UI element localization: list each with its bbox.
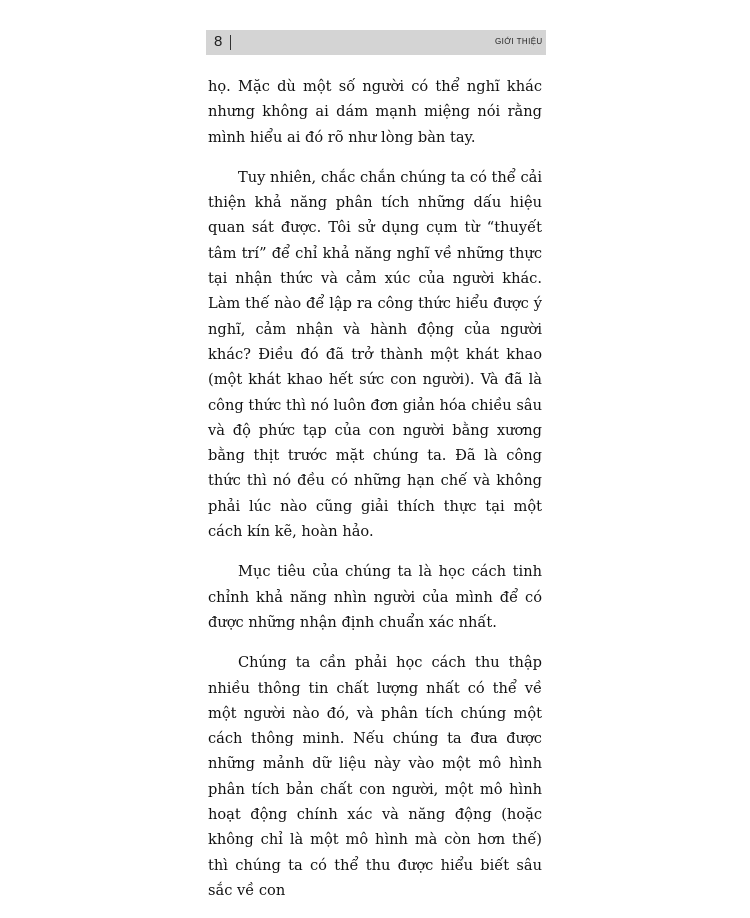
body-text [208,74,542,918]
paragraph-2: Tuy nhiên, chắc chắn chúng ta có thể cải thiện khả năng phân tích những dấu hiệu quan sát được. Tôi sử dụng cụm từ “thuyết tâm trí” để chỉ khả năng nghĩ về những thực tại nhận thức và cảm xúc của người khác. Làm thế nào để lập ra công thức hiểu được ý nghĩ, cảm nhận và hành động của người khác? Điều đó đã trở thành một khát khao (một khát khao hết sức con người). Và đã là công thức thì nó luôn đơn giản hóa chiều sâu và độ phức tạp của con người bằng xương bằng thịt trước mặt chúng ta. Đã là công thức thì nó đều có những hạn chế và không phải lúc nào cũng giải thích thực tại một cách kín kẽ, hoàn hảo. [208,168,542,541]
paragraph-4: Chúng ta cần phải học cách thu thập nhiều thông tin chất lượng nhất có thể về một người nào đó, và phân tích chúng một cách thông minh. Nếu chúng ta đưa được những mảnh dữ liệu này vào một mô hình phân tích bản chất con người, một mô hình hoạt động chính xác và năng động (hoặc không chỉ là một mô hình mà còn hơn thế) thì chúng ta có thể thu được hiểu biết sâu sắc về con [208,654,542,899]
paragraph-3: Mục tiêu của chúng ta là học cách tinh chỉnh khả năng nhìn người của mình để có được những nhận định chuẩn xác nhất. [208,563,542,631]
paragraph-1: họ. Mặc dù một số người có thể nghĩ khác nhưng không ai dám mạnh miệng nói rằng mình hiểu ai đó rõ như lòng bàn tay. [208,78,542,146]
section-title: GIỚI THIỆU [495,37,543,46]
header-divider [230,35,231,50]
page-number: 8 [214,33,223,50]
